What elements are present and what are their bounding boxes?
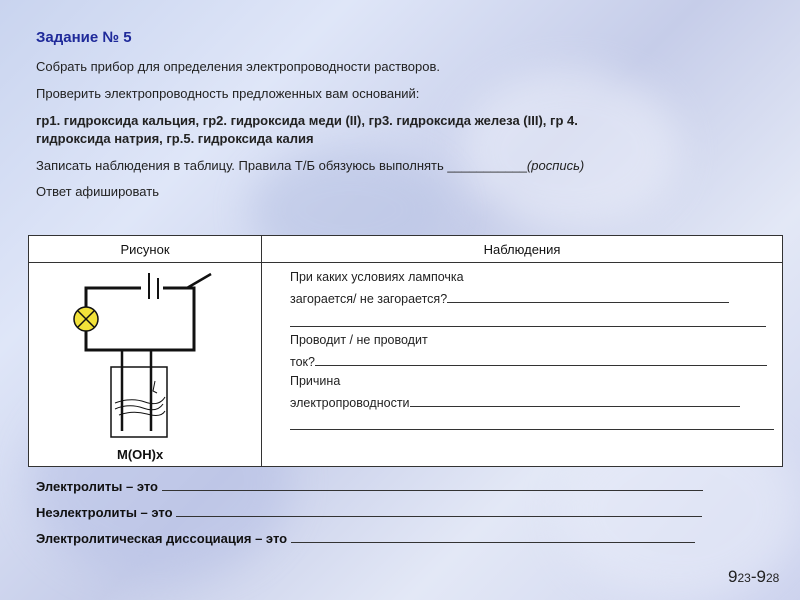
answer-line[interactable] xyxy=(410,394,740,407)
signature-blank: ___________ xyxy=(447,158,527,173)
answer-line[interactable] xyxy=(447,290,729,303)
circuit-wire xyxy=(86,288,194,350)
answer-line[interactable] xyxy=(315,353,767,366)
answer-line[interactable] xyxy=(162,478,703,491)
observations-cell xyxy=(262,263,783,467)
slide-number-part: 23 xyxy=(737,571,751,585)
task-groups-line-1: гр1. гидроксида кальция, гр2. гидроксида меди (II), гр3. гидроксида железа (III), гр 4. xyxy=(36,113,578,128)
answer-line[interactable] xyxy=(291,530,695,543)
formula-label: M(OH)x xyxy=(117,447,164,462)
question-3-line-2 xyxy=(290,394,740,410)
definition-electrolytes xyxy=(36,478,703,494)
question-2-line-2 xyxy=(290,353,767,369)
answer-line[interactable] xyxy=(290,325,766,327)
task-line-5 xyxy=(36,158,584,173)
question-3-text: электропроводности xyxy=(290,396,410,410)
question-3-line-1: Причина xyxy=(290,374,341,388)
definition-label: Неэлектролиты – это xyxy=(36,505,173,520)
question-2-line-1: Проводит / не проводит xyxy=(290,333,428,347)
slide-number-part: 9 xyxy=(728,567,738,586)
task-line-6: Ответ афишировать xyxy=(36,184,159,199)
answer-line[interactable] xyxy=(290,428,774,430)
drawing-cell xyxy=(29,263,262,467)
definition-label: Электролиты – это xyxy=(36,479,158,494)
slide-number-part: - xyxy=(750,567,757,586)
header-drawing: Рисунок xyxy=(29,236,262,263)
question-2-text: ток? xyxy=(290,355,315,369)
slide-number-part: 28 xyxy=(765,571,780,585)
solution-mark xyxy=(153,381,157,393)
switch-lever xyxy=(187,274,211,288)
slide-number xyxy=(728,567,779,587)
definition-label: Электролитическая диссоциация – это xyxy=(36,531,288,546)
task-title: Задание № 5 xyxy=(36,29,132,46)
task-groups-line-2: гидроксида натрия, гр.5. гидроксида калия xyxy=(36,131,314,146)
question-1-text: загорается/ не загорается? xyxy=(290,292,448,306)
slide-number-part: 9 xyxy=(756,567,766,586)
definition-nonelectrolytes xyxy=(36,504,702,520)
question-1-line-1: При каких условиях лампочка xyxy=(290,270,464,284)
header-observations: Наблюдения xyxy=(262,236,783,263)
solution-wave xyxy=(119,411,165,415)
conductivity-circuit-drawing xyxy=(29,263,261,467)
task-line-5-text: Записать наблюдения в таблицу. Правила Т/Б обязуюсь выполнять xyxy=(36,158,448,173)
task-line-2: Проверить электропроводность предложенных вам оснований: xyxy=(36,86,420,101)
bg-texture xyxy=(460,70,680,230)
signature-hint: (роспись) xyxy=(526,158,585,173)
answer-line[interactable] xyxy=(176,504,702,517)
task-line-1: Собрать прибор для определения электропроводности растворов. xyxy=(36,59,441,74)
observation-table xyxy=(28,235,783,467)
definition-dissociation xyxy=(36,530,695,546)
question-1-line-2 xyxy=(290,290,729,306)
